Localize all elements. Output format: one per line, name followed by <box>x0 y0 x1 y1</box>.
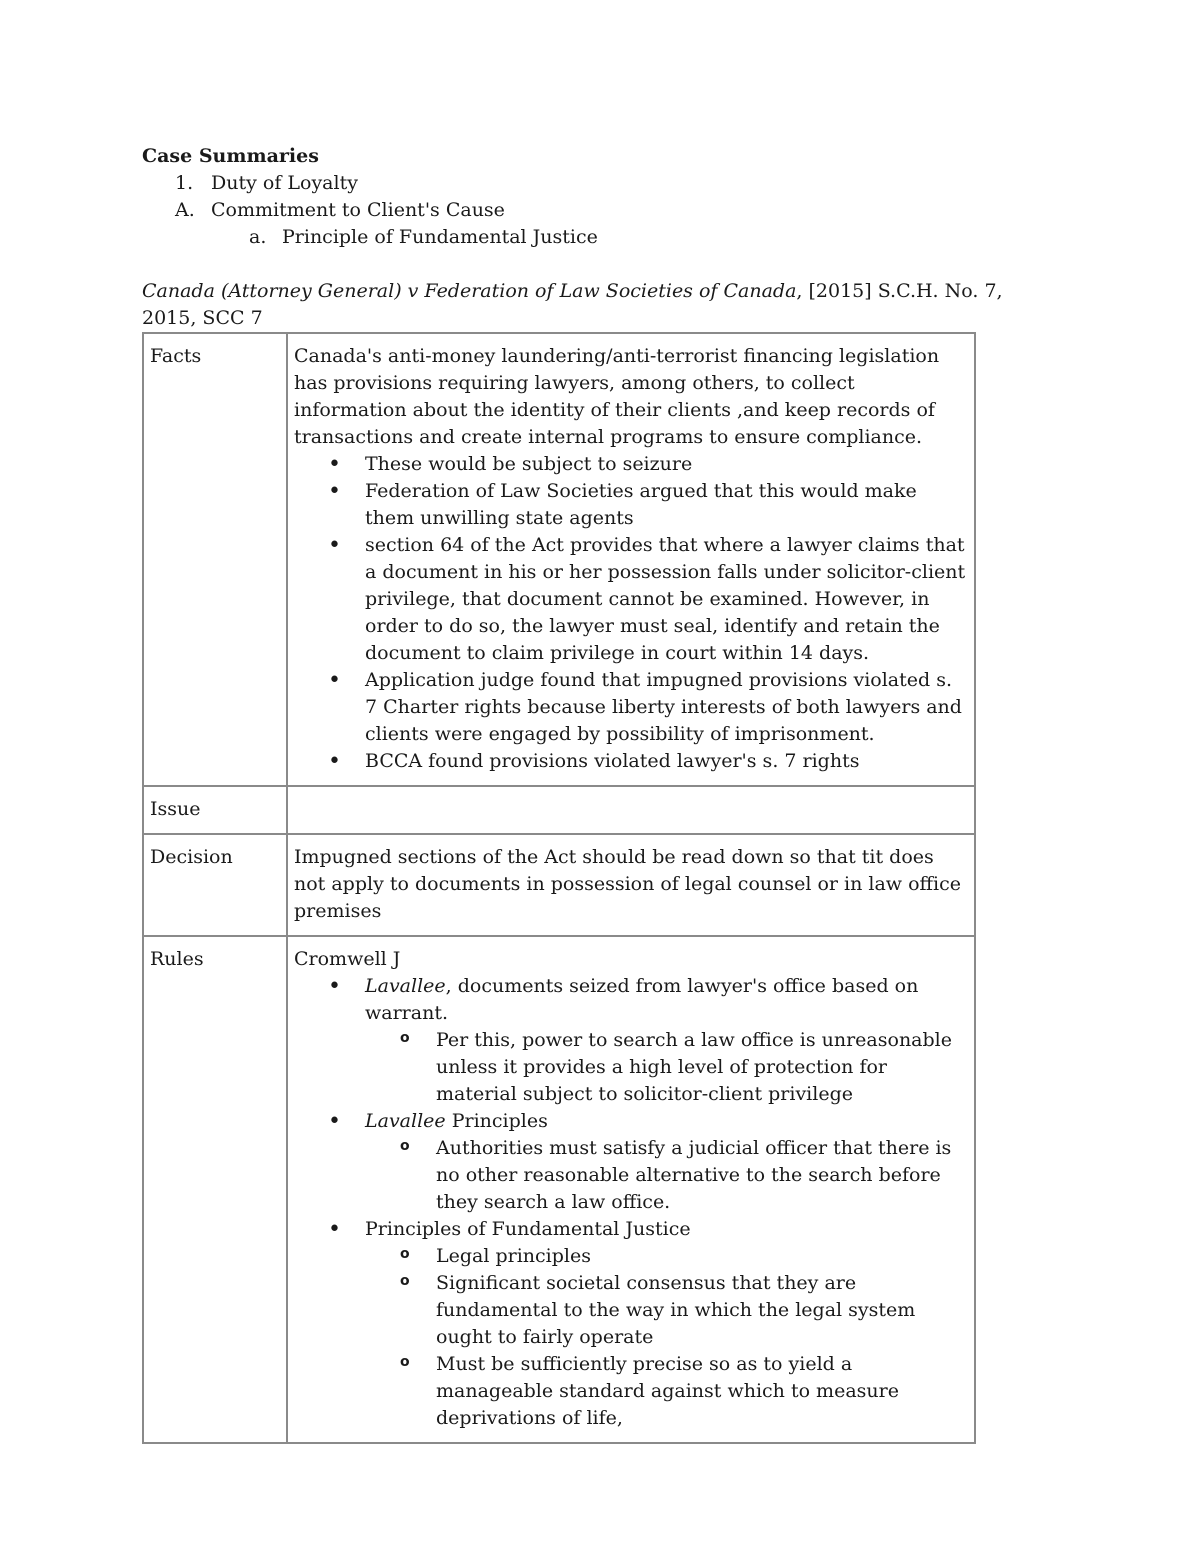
judge-name: Cromwell J <box>294 948 401 970</box>
case-name: Canada (Attorney General) v Federation of Law Societies of Canada <box>142 280 797 302</box>
sub-list-item: o Authorities must satisfy a judicial officer that there is no other reasonable alternative to the search before they search a law office. <box>436 1135 968 1216</box>
list-item-text: Principles <box>445 1110 548 1132</box>
outline-marker: a. <box>249 226 267 248</box>
rules-bullet-list <box>294 973 968 1432</box>
list-item-text: Principles of Fundamental Justice <box>365 1218 691 1240</box>
outline-item-a-sub <box>142 224 982 251</box>
rules-content <box>287 936 975 1443</box>
list-item: • Application judge found that impugned provisions violated s. 7 Charter rights because liberty interests of both lawyers and clients were engaged by possibility of imprisonment. <box>365 667 968 748</box>
sub-list <box>365 1135 968 1216</box>
list-item <box>365 1216 968 1432</box>
table-row-facts <box>143 333 975 786</box>
case-reference-italic: Lavallee <box>365 1110 446 1132</box>
table-row-rules <box>143 936 975 1443</box>
sub-list-item: o Must be sufficiently precise so as to yield a manageable standard against which to measure deprivations of life, <box>436 1351 968 1432</box>
case-reference: , [2015] S.C.H. No. 7, 2015, SCC 7 <box>142 280 1003 329</box>
row-label: Decision <box>143 834 287 936</box>
outline-marker: A. <box>175 199 195 221</box>
outline-item-a <box>142 197 982 224</box>
case-citation <box>142 278 1012 332</box>
list-item: • Federation of Law Societies argued that this would make them unwilling state agents <box>365 478 968 532</box>
list-item: • BCCA found provisions violated lawyer's s. 7 rights <box>365 748 968 775</box>
list-item <box>365 1108 968 1216</box>
sub-list <box>365 1027 968 1108</box>
outline-text: Duty of Loyalty <box>211 172 358 194</box>
page-title: Case Summaries <box>142 145 319 167</box>
sub-list <box>365 1243 968 1432</box>
case-reference-italic: Lavallee <box>365 975 446 997</box>
facts-intro: Canada's anti-money laundering/anti-terrorist financing legislation has provisions requiring lawyers, among others, to collect information about the identity of their clients ,and keep records of transactions and create internal programs to ensure compliance. <box>294 345 940 448</box>
facts-content <box>287 333 975 786</box>
issue-content <box>287 786 975 834</box>
row-label: Rules <box>143 936 287 1443</box>
facts-bullet-list <box>294 451 968 775</box>
outline-marker: 1. <box>175 172 194 194</box>
sub-list-item: o Legal principles <box>436 1243 968 1270</box>
table-row-decision <box>143 834 975 936</box>
outline-text: Commitment to Client's Cause <box>211 199 505 221</box>
list-item: • These would be subject to seizure <box>365 451 968 478</box>
sub-list-item: o Significant societal consensus that they are fundamental to the way in which the legal system ought to fairly operate <box>436 1270 968 1351</box>
sub-list-item: o Per this, power to search a law office is unreasonable unless it provides a high level of protection for material subject to solicitor-client privilege <box>436 1027 968 1108</box>
list-item: • section 64 of the Act provides that where a lawyer claims that a document in his or her possession falls under solicitor-client privilege, that document cannot be examined. However, in order to do so, the lawyer must seal, identify and retain the document to claim privilege in court within 14 days. <box>365 532 968 667</box>
outline-text: Principle of Fundamental Justice <box>282 226 598 248</box>
row-label: Issue <box>143 786 287 834</box>
list-item <box>365 973 968 1108</box>
case-summary-table <box>142 332 976 1444</box>
list-item-text: , documents seized from lawyer's office based on warrant. <box>365 975 919 1024</box>
table-row-issue <box>143 786 975 834</box>
outline-item-1 <box>142 170 982 197</box>
row-label: Facts <box>143 333 287 786</box>
document-body <box>142 143 1003 351</box>
decision-content: Impugned sections of the Act should be read down so that tit does not apply to documents in possession of legal counsel or in law office premises <box>287 834 975 936</box>
